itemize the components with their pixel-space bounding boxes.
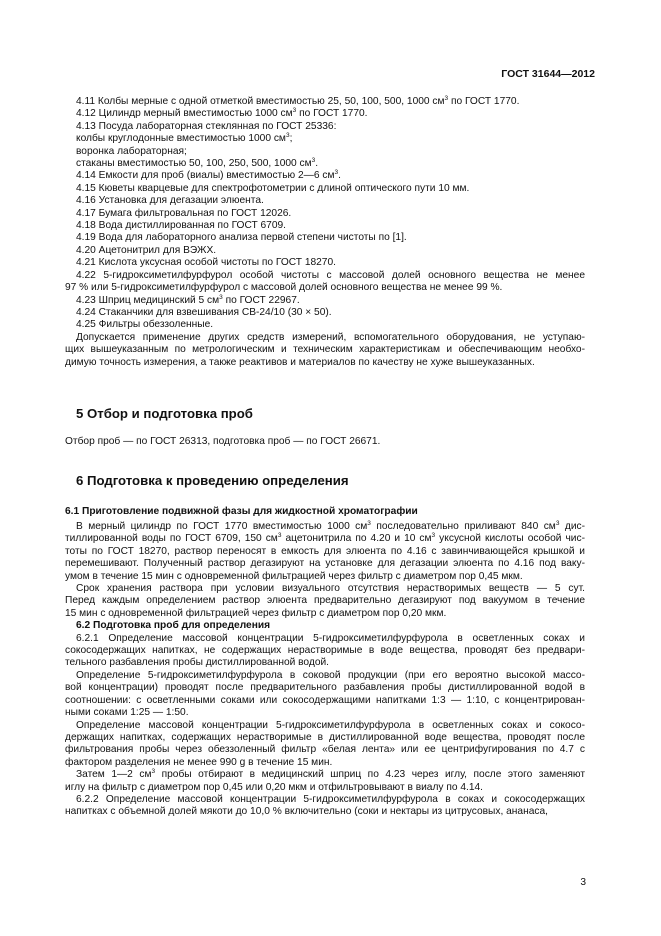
list-item-line: колбы круглодонные вместимостью 1000 $см^3$; <box>76 132 293 145</box>
allowance-paragraph <box>65 332 585 369</box>
paragraph-6-2-2 <box>65 794 585 819</box>
paragraph-6-2-1-b <box>65 670 585 720</box>
p622-line-1: 6.2.2 Определение массовой концентрации 5-гидроксиметилфурфурола в соках и сокосодержащих <box>76 793 585 805</box>
list-item-line: 4.14 Емкости для проб (виалы) вместимостью 2—6 $см^3$. <box>76 169 341 182</box>
list-item-line: 4.17 Бумага фильтровальная по ГОСТ 12026. <box>76 207 292 219</box>
p621b-line-2: вой концентрации) проводят после предварительного разбавления пробы дистиллированной водой в <box>65 682 585 694</box>
equipment-list <box>65 95 585 369</box>
p61a-line: перемешивают. Полученный раствор дегазируют на установке для дегазации элюента по 4.16 под ваку- <box>65 558 585 570</box>
paragraph-6-1-b <box>65 583 585 620</box>
p61b-line-2: Перед каждым определением раствор элюента предварительно дегазируют под вакуумом в течение <box>65 595 585 607</box>
allowance-line-1: Допускается применение других средств измерений, вспомогательного оборудования, не уступаю- <box>76 331 585 343</box>
p61a-line: тоты по ГОСТ 18270, раствор переносят в емкость для элюента по 4.16 с завинчивающейся крышкой и <box>65 545 585 557</box>
p621c-line-4: фактором разделения не менее 990 g в течение 15 мин. <box>65 756 333 768</box>
list-item-4-25: 4.25 Фильтры обеззоленные. <box>76 319 214 331</box>
p621c-line-2: держащих напитках, содержащих нерастворимые в дистиллированной воде вещества, проводят после <box>65 731 585 743</box>
p621-line-1: 6.2.1 Определение массовой концентрации 5-гидроксиметилфурфурола в осветленных соках и <box>76 632 585 644</box>
list-item-4-24: 4.24 Стаканчики для взвешивания СВ-24/10 (30 × 50). <box>76 306 332 318</box>
paragraph-6-2-1-d <box>65 769 585 794</box>
p61a-line: тиллированной воды по ГОСТ 6709, 150 $см^3$ ацетонитрила по 4.20 и 10 $см^3$ уксусной кислоты особой чис- <box>65 532 585 545</box>
p621-line-2: сокосодержащих напитках, не содержащих нерастворимые в воде вещества, проводят без предвари- <box>65 645 585 657</box>
list-item-4-22-line2: 97 % или 5-гидроксиметилфурфурол с массовой долей основного вещества не менее 99 %. <box>65 282 503 294</box>
p61b-line-1: Срок хранения раствора при условии визуального отсутствия нерастворимых веществ — 5 сут. <box>76 583 585 595</box>
paragraph-6-2-1 <box>65 633 585 670</box>
list-item-line: 4.19 Вода для лабораторного анализа первой степени чистоты по [1]. <box>76 232 407 244</box>
list-item-4-23: 4.23 Шприц медицинский 5 $см^3$ по ГОСТ 22967. <box>76 293 300 306</box>
list-item-line: 4.18 Вода дистиллированная по ГОСТ 6709. <box>76 220 287 232</box>
section-5-text <box>65 436 574 448</box>
allowance-line-3: димую точность измерения, а также реактивов и материалов по качеству не хуже вышеуказанных. <box>65 356 535 368</box>
list-item-line: 4.15 Кюветы кварцевые для спектрофотометрии с длиной оптического пути 10 мм. <box>76 182 470 194</box>
list-item-line: 4.16 Установка для дегазации элюента. <box>76 195 264 207</box>
subsection-6-2-title: 6.2 Подготовка проб для определения <box>76 620 271 632</box>
p61a-line: умом в течение 15 мин с одновременной фильтрацией через фильтр с диаметром пор 0,45 мкм. <box>65 570 523 582</box>
list-item-line: 4.12 Цилиндр мерный вместимостью 1000 $см^3$ по ГОСТ 1770. <box>76 107 368 120</box>
section-5-text-line: Отбор проб — по ГОСТ 26313, подготовка проб — по ГОСТ 26671. <box>65 436 381 447</box>
p621b-line-1: Определение 5-гидроксиметилфурфурола в соковой продукции (при его вероятно высокой массо- <box>76 669 585 681</box>
p621b-line-3: соотношении: с осветленными соками или сокосодержащими напитками 1:3 — 1:10, с концентрирован- <box>65 694 585 706</box>
section-6-body <box>65 521 585 819</box>
p621c-line-3: фильтрования пробы через обеззоленный фильтр «белая лента» или ее центрифугирования по 4.7 с <box>65 744 585 756</box>
section-6-title: 6 Подготовка к проведению определения <box>76 473 349 488</box>
paragraph-6-1-a <box>65 521 585 583</box>
subsection-6-1-title: 6.1 Приготовление подвижной фазы для жидкостной хроматографии <box>65 506 418 517</box>
list-item-line: 4.20 Ацетонитрил для ВЭЖХ. <box>76 244 217 256</box>
p621d-line: иглу на фильтр с диаметром пор 0,45 или 0,20 мкм и отфильтровывают в виалу по 4.14. <box>65 781 484 793</box>
p621-line-3: тельного разбавления пробы дистиллированной водой. <box>65 657 330 669</box>
list-item-line: 4.11 Колбы мерные с одной отметкой вместимостью 25, 50, 100, 500, 1000 $см^3$ по ГОСТ 1770. <box>76 95 520 107</box>
p61a-line: В мерный цилиндр по ГОСТ 1770 вместимостью 1000 $см^3$ последовательно приливают 840 $см^3$ дис- <box>76 520 586 532</box>
allowance-line-2: щих вышеуказанным по метрологическим и техническим характеристикам и обеспечивающим необхо- <box>65 344 585 356</box>
list-item-line: 4.13 Посуда лабораторная стеклянная по ГОСТ 25336: <box>76 120 337 132</box>
document-id-header: ГОСТ 31644—2012 <box>501 68 595 80</box>
list-item-line: стаканы вместимостью 50, 100, 250, 500, 1000 $см^3$. <box>76 157 319 170</box>
section-5-title: 5 Отбор и подготовка проб <box>76 406 253 421</box>
list-item-line: 4.21 Кислота уксусная особой чистоты по ГОСТ 18270. <box>76 257 336 269</box>
list-item-line: воронка лабораторная; <box>76 145 187 157</box>
paragraph-6-2-1-c <box>65 720 585 770</box>
p621b-line-4: ными соками 1:25 — 1:50. <box>65 707 189 719</box>
page-number: 3 <box>580 877 586 888</box>
list-item-4-22-line1: 4.22 5-гидроксиметилфурфурол особой чистоты с массовой долей основного вещества не менее <box>76 269 585 281</box>
p621c-line-1: Определение массовой концентрации 5-гидроксиметилфурфурола в осветленных соках и сокосо- <box>76 719 585 731</box>
p61b-line-3: 15 мин с одновременной фильтрацией через фильтр с диаметром пор 0,20 мкм. <box>65 607 447 619</box>
p622-line-2: напитках с объемной долей мякоти до 10,0 % включительно (соки и нектары из цитрусовых, ананаса, <box>65 806 548 818</box>
p621d-line: Затем 1—2 $см^3$ пробы отбирают в медицинский шприц по 4.23 через иглу, после этого заменяют <box>76 768 586 781</box>
